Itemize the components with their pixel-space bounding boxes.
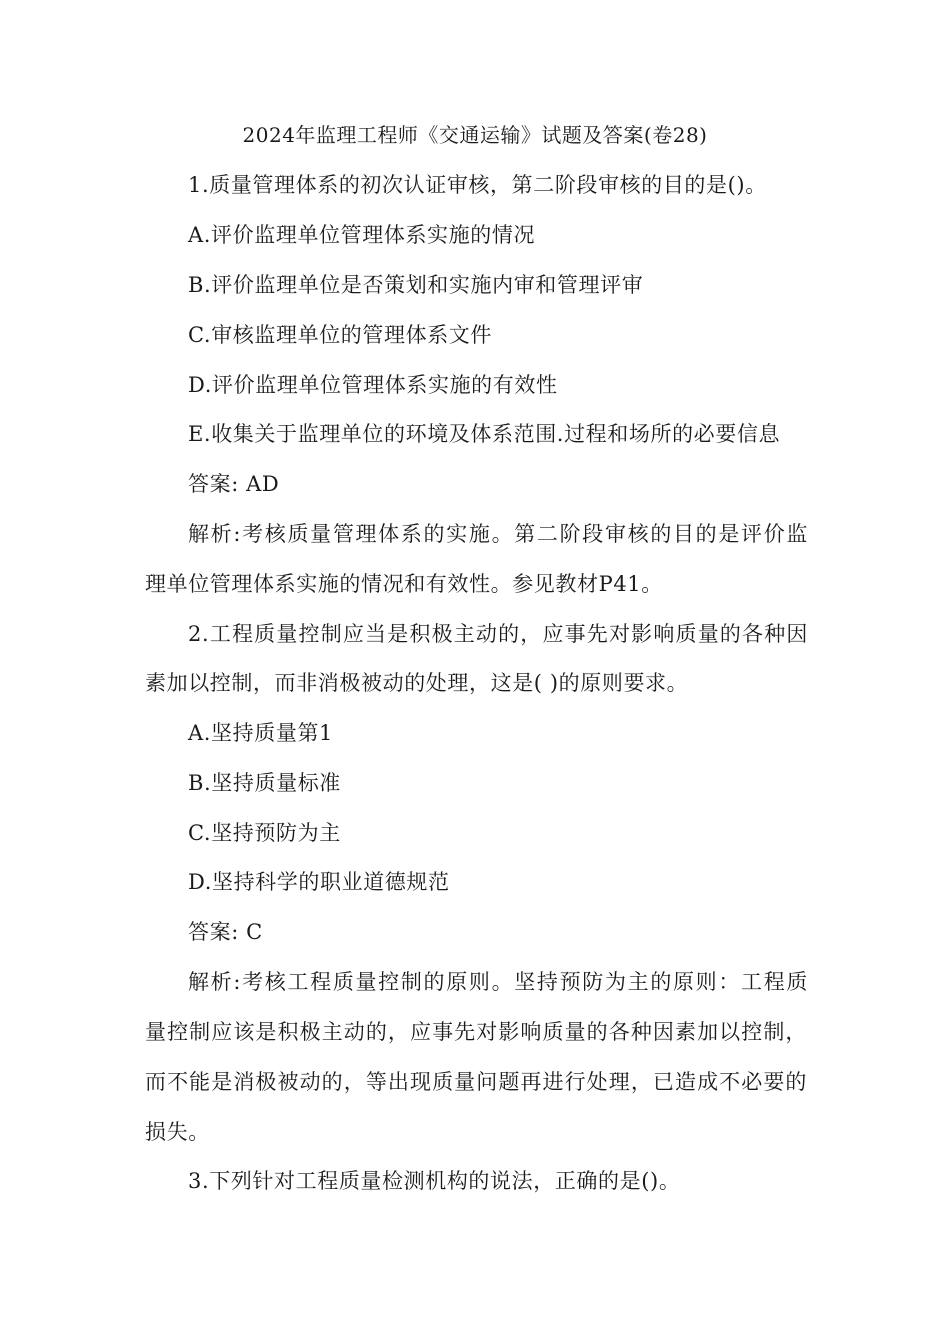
question-2-option-a: A.坚持质量第1 <box>188 721 334 745</box>
question-3-stem: 3.下列针对工程质量检测机构的说法，正确的是()。 <box>188 1169 681 1193</box>
question-1-option-b: B.评价监理单位是否策划和实施内审和管理评审 <box>188 273 644 297</box>
question-2-option-d: D.坚持科学的职业道德规范 <box>188 870 450 894</box>
question-2-answer: 答案: C <box>188 920 263 944</box>
question-2-stem-line-1: 2.工程质量控制应当是积极主动的，应事先对影响质量的各种因 <box>188 622 808 646</box>
question-1-analysis-line-2: 理单位管理体系实施的情况和有效性。参见教材P41。 <box>145 572 663 596</box>
question-1-option-c: C.审核监理单位的管理体系文件 <box>188 323 492 347</box>
question-1-answer: 答案: AD <box>188 472 280 496</box>
question-1-option-d: D.评价监理单位管理体系实施的有效性 <box>188 373 558 397</box>
question-2-option-c: C.坚持预防为主 <box>188 821 341 845</box>
question-2-analysis-line-3: 而不能是消极被动的，等出现质量问题再进行处理，已造成不必要的 <box>145 1070 807 1094</box>
question-1-option-a: A.评价监理单位管理体系实施的情况 <box>188 223 536 247</box>
question-2-analysis-line-4: 损失。 <box>145 1120 210 1144</box>
question-2-stem-line-2: 素加以控制，而非消极被动的处理，这是( )的原则要求。 <box>145 671 689 695</box>
question-1-option-e: E.收集关于监理单位的环境及体系范围.过程和场所的必要信息 <box>188 422 781 446</box>
document-title: 2024年监理工程师《交通运输》试题及答案(卷28) <box>242 123 708 147</box>
question-2-analysis-line-1: 解析:考核工程质量控制的原则。坚持预防为主的原则：工程质 <box>188 970 808 994</box>
question-1-stem: 1.质量管理体系的初次认证审核，第二阶段审核的目的是()。 <box>188 173 767 197</box>
question-1-analysis-line-1: 解析:考核质量管理体系的实施。第二阶段审核的目的是评价监 <box>188 522 808 546</box>
question-2-analysis-line-2: 量控制应该是积极主动的，应事先对影响质量的各种因素加以控制， <box>145 1020 807 1044</box>
question-2-option-b: B.坚持质量标准 <box>188 771 341 795</box>
